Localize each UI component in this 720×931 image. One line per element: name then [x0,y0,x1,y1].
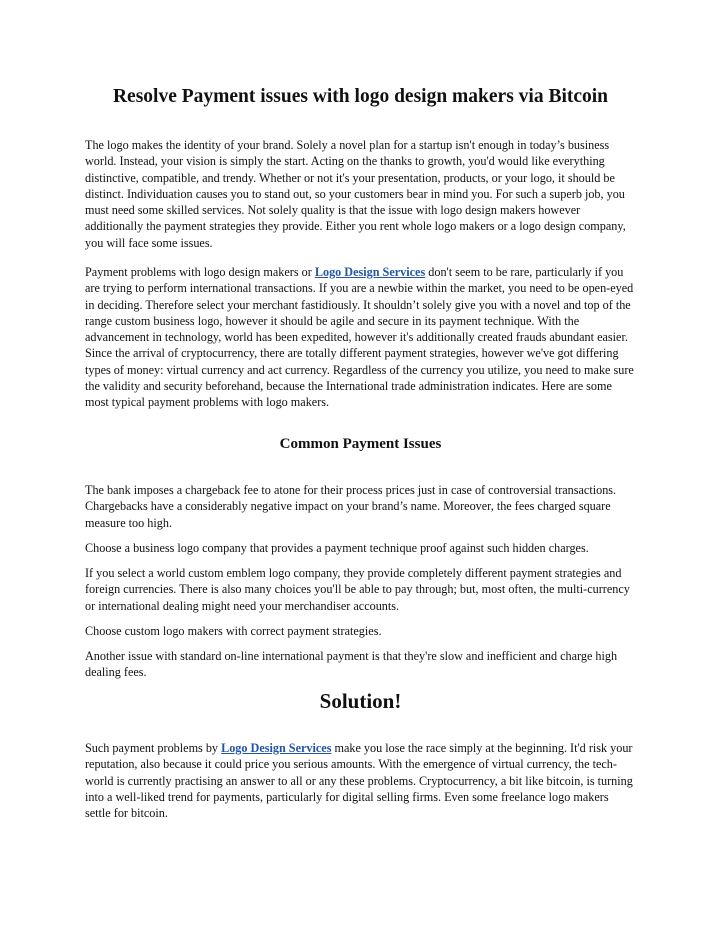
paragraph-world-custom: If you select a world custom emblem logo company, they provide completely different payment strategies and foreign currencies. There is also many choices you'll be able to pay through; but, most often, the multi-currency or international dealing might need your merchandiser accounts. [85,566,630,613]
logo-design-services-link[interactable]: Logo Design Services [221,741,332,755]
page-title: Resolve Payment issues with logo design makers via Bitcoin [112,86,609,107]
paragraph-choose-custom: Choose custom logo makers with correct payment strategies. [85,624,382,638]
paragraph-intro: The logo makes the identity of your brand. Solely a novel plan for a startup isn't enough in today’s business world. Instead, your vision is simply the start. Acting on the thanks to growth, you'd would like everything distinctive, compatible, and trendy. Whether or not it's your presentation, products, or your logo, it should be distinct. Individuation causes you to stand out, so your customers bear in mind you. For such a superb job, you must need some skilled services. Not solely quality is that the issue with logo design makers however additionally the payment strategies they provide. Either you rent whole logo makers or a logo design company, you will face some issues. [85,138,626,250]
paragraph-another-issue: Another issue with standard on-line international payment is that they're slow and inefficient and charge high dealing fees. [85,649,618,680]
paragraph-text: make you lose the race simply at the beginning. It'd risk your reputation, also because it could price you serious amounts. With the emergence of virtual currency, the tech-world is currently practising an answer to all or any these problems. Cryptocurrency, a bit like bitcoin, is turning into a well-liked trend for payments, particularly for digital selling firms. Even some freelance logo makers settle for bitcoin. [85,741,633,821]
paragraph-chargeback: The bank imposes a chargeback fee to atone for their process prices just in case of controversial transactions. Chargebacks have a considerably negative impact on your brand’s name. Moreover, the fees charged square measure too high. [85,483,617,530]
paragraph-choose-business: Choose a business logo company that provides a payment technique proof against such hidden charges. [85,541,589,555]
paragraph-text: Payment problems with logo design makers or [85,265,315,279]
section-heading-solution: Solution! [319,689,402,713]
paragraph-text: don't seem to be rare, particularly if you are trying to perform international transactions. If you are a newbie within the market, you need to be open-eyed in deciding. Therefore select your merchant fastidiously. It shouldn’t solely give you with a novel and top of the range custom business logo, however it should be agile and secure in its payment technique. With the advancement in technology, world has been expedited, however it's additionally created frauds abundant easier. Since the arrival of cryptocurrency, there are totally different payment strategies, however we've got differing types of money: virtual currency and act currency. Regardless of the currency you utilize, you need to make sure the validity and security beforehand, because the International trade administration indicates. Here are some most typical payment problems with logo makers. [85,265,634,410]
logo-design-services-link[interactable]: Logo Design Services [314,265,426,279]
paragraph-solution [85,740,636,821]
paragraph-text: Such payment problems by [85,741,222,755]
section-heading-common-issues: Common Payment Issues [279,436,442,452]
paragraph-payment-problems [85,264,636,411]
